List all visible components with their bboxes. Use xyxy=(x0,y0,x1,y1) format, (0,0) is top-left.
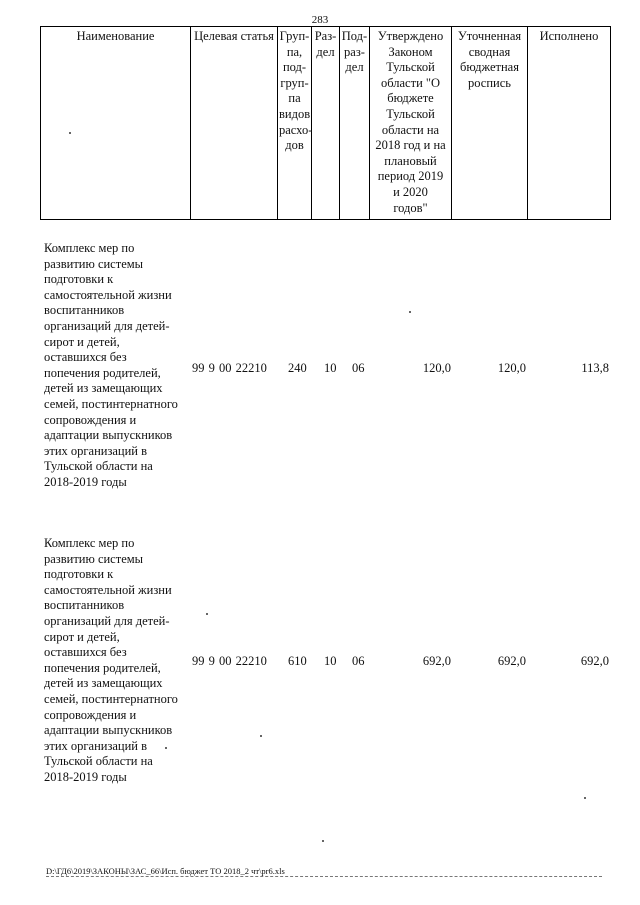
row-refined: 692,0 xyxy=(497,654,526,668)
scan-speck xyxy=(206,613,208,615)
row-target-article: 99 9 00 22210 xyxy=(192,361,267,375)
row-executed: 692,0 xyxy=(580,654,609,668)
row-approved: 692,0 xyxy=(422,654,451,668)
scan-speck xyxy=(409,311,411,313)
row-subsection: 06 xyxy=(352,361,365,375)
header-refined: Уточненная сводная бюджетная роспись xyxy=(452,27,528,220)
scan-speck xyxy=(584,797,586,799)
scan-speck xyxy=(69,132,71,134)
scan-speck xyxy=(165,747,167,749)
footer-file-path: D:\ГД6\2019\ЗАКОНЫ\ЗАС_66\Исп. бюджет ТО 2018_2 чт\pr6.xls xyxy=(46,866,285,876)
row-refined: 120,0 xyxy=(497,361,526,375)
row-subsection: 06 xyxy=(352,654,365,668)
row-section: 10 xyxy=(324,361,337,375)
row-approved: 120,0 xyxy=(422,361,451,375)
row-name: Комплекс мер по развитию системы подготовки к самостоятельной жизни воспитанников организаций для детей- сирот и детей, оставшихся без попечения родителей, детей из замещающих семей, постинтернатного сопровождения и адаптации выпускников этих организаций в Тульской области на 2018-2019 годы xyxy=(44,241,178,489)
row-expense-group: 610 xyxy=(288,654,307,668)
table-header xyxy=(40,26,611,220)
header-approved: Утверждено Законом Тульской области "О бюджете Тульской области на 2018 год и на плановый период 2019 и 2020 годов" xyxy=(370,27,452,220)
scan-speck xyxy=(322,840,324,842)
row-expense-group: 240 xyxy=(288,361,307,375)
row-name: Комплекс мер по развитию системы подготовки к самостоятельной жизни воспитанников организаций для детей- сирот и детей, оставшихся без попечения родителей, детей из замещающих семей, постинтернатного сопровождения и адаптации выпускников этих организаций в Тульской области на 2018-2019 годы xyxy=(44,536,178,784)
header-name: Наименование xyxy=(41,27,191,220)
header-expense-group: Груп- па, под- груп- па видов расхо- дов xyxy=(278,27,312,220)
header-section: Раз- дел xyxy=(312,27,340,220)
page-number: 283 xyxy=(311,14,329,26)
header-target-article: Целевая статья xyxy=(191,27,278,220)
scan-speck xyxy=(260,735,262,737)
header-subsection: Под- раз- дел xyxy=(340,27,370,220)
header-executed: Исполнено xyxy=(528,27,611,220)
row-section: 10 xyxy=(324,654,337,668)
row-target-article: 99 9 00 22210 xyxy=(192,654,267,668)
footer-divider xyxy=(46,876,602,877)
row-executed: 113,8 xyxy=(581,361,609,375)
